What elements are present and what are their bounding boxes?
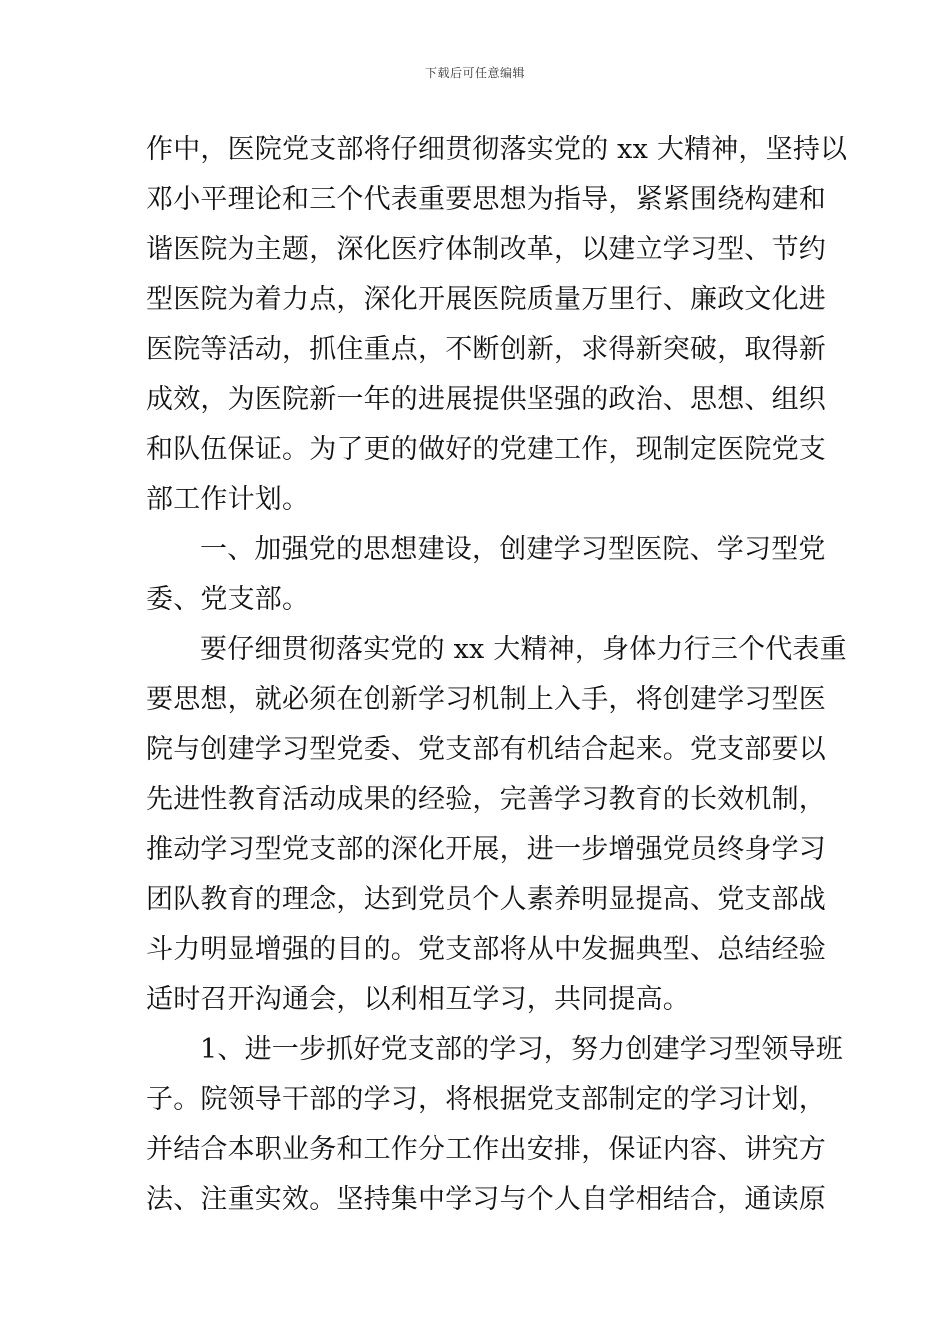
text-line: 作中，医院党支部将仔细贯彻落实党的 xx 大精神，坚持以 bbox=[146, 134, 848, 165]
text-line: 团队教育的理念，达到党员个人素养明显提高、党支部战 bbox=[146, 884, 826, 915]
text-line: 型医院为着力点，深化开展医院质量万里行、廉政文化进 bbox=[146, 284, 826, 315]
document-body bbox=[146, 125, 848, 1225]
text-line: 要仔细贯彻落实党的 xx 大精神，身体力行三个代表重 bbox=[200, 634, 847, 665]
text-line: 先进性教育活动成果的经验，完善学习教育的长效机制， bbox=[146, 784, 826, 815]
text-line: 要思想，就必须在创新学习机制上入手，将创建学习型医 bbox=[146, 684, 826, 715]
text-line: 成效，为医院新一年的进展提供坚强的政治、思想、组织 bbox=[146, 384, 826, 415]
section-heading-line: 委、党支部。 bbox=[146, 584, 310, 615]
text-line: 并结合本职业务和工作分工作出安排，保证内容、讲究方 bbox=[146, 1134, 826, 1165]
text-line: 和队伍保证。为了更的做好的党建工作，现制定医院党支 bbox=[146, 434, 826, 465]
text-line: 1、进一步抓好党支部的学习，努力创建学习型领导班 bbox=[200, 1034, 843, 1065]
page-header-note: 下载后可任意编辑 bbox=[424, 66, 525, 80]
text-line: 邓小平理论和三个代表重要思想为指导，紧紧围绕构建和 bbox=[146, 184, 826, 215]
text-line: 院与创建学习型党委、党支部有机结合起来。党支部要以 bbox=[146, 734, 826, 765]
text-line: 适时召开沟通会，以利相互学习，共同提高。 bbox=[146, 984, 690, 1015]
text-line: 法、注重实效。坚持集中学习与个人自学相结合，通读原 bbox=[146, 1184, 826, 1215]
text-line: 子。院领导干部的学习，将根据党支部制定的学习计划， bbox=[146, 1084, 826, 1115]
text-line: 斗力明显增强的目的。党支部将从中发掘典型、总结经验 bbox=[146, 934, 826, 965]
section-heading-line: 一、加强党的思想建设，创建学习型医院、学习型党 bbox=[200, 534, 826, 565]
text-line: 推动学习型党支部的深化开展，进一步增强党员终身学习 bbox=[146, 834, 826, 865]
text-line: 谐医院为主题，深化医疗体制改革，以建立学习型、节约 bbox=[146, 234, 826, 265]
text-line: 医院等活动，抓住重点，不断创新，求得新突破，取得新 bbox=[146, 334, 826, 365]
text-line: 部工作计划。 bbox=[146, 484, 310, 515]
